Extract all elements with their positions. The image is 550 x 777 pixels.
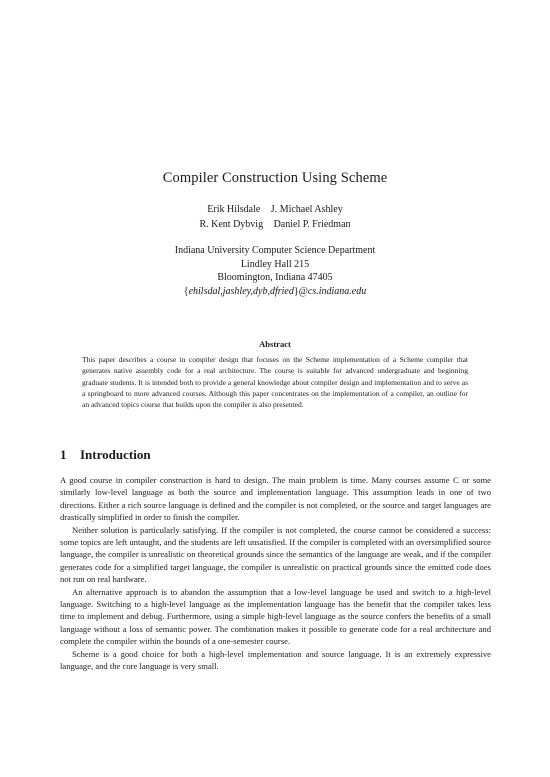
paragraph: Scheme is a good choice for both a high-level implementation and source language. It is an extremely expressive language, and the core language is very small. [60,648,491,672]
building: Lindley Hall 215 [240,258,310,270]
section-title: Introduction [80,447,151,462]
author-line-2 [0,217,550,232]
email-addresses [0,285,550,299]
abstract-heading: Abstract [259,339,291,349]
department: Indiana University Computer Science Department [174,245,376,256]
author-list [0,202,550,232]
author-name: R. Kent Dybvig [199,219,264,230]
paragraph: A good course in compiler construction is hard to design. The main problem is time. Many courses assume C or some similarly low-level language as both the source and implementation language. This assumption leads in one of two directions. Either a rich source language is defined and the compiler is not completed, or the source and target languages are drastically simplified in order to finish the compiler. [60,475,491,523]
email-domain: @cs.indiana.edu [298,285,367,297]
abstract [82,339,468,410]
author-name: Erik Hilsdale [207,204,261,215]
email-open-brace: { [183,285,189,297]
section-heading [60,447,491,463]
paper-title: Compiler Construction Using Scheme [162,170,388,186]
abstract-body: This paper describes a course in compiler design that focuses on the Scheme implementation of a Scheme compiler that generates native assembly code for a real architecture. The course is suitable for advanced undergraduate and beginning graduate students. It is intended both to provide a general knowledge about compiler design and implementation and to serve as a springboard to more advanced courses. Although this paper concentrates on the implementation of a compiler, an outline for an advanced topics course that builds upon the compiler is also presented. [82,355,468,410]
email-close-brace: } [293,285,299,297]
section-number: 1 [60,447,67,462]
paragraph: Neither solution is particularly satisfying. If the compiler is not completed, the course cannot be considered a success: some topics are left untaught, and the students are left unsatisfied. If the compiler is completed with an oversimplified source language, the compiler is unrealistic on theoretical grounds since the semantics of the language are weak, and if the compiler generates code for a simplified target language, the compiler is unrealistic on practical grounds since the emitted code does not run on real hardware. [60,524,491,585]
email-usernames: ehilsdal,jashley,dyb,dfried [188,285,294,297]
author-name: J. Michael Ashley [270,204,343,215]
title-block [0,170,550,298]
city-address: Bloomington, Indiana 47405 [217,272,333,284]
author-name: Daniel P. Friedman [273,219,351,230]
affiliation [0,244,550,298]
paragraph: An alternative approach is to abandon the assumption that a low-level language be used and switch to a high-level language. Switching to a high-level language as the implementation language has the benefit that the compiler takes less time to implement and debug. Furthermore, using a simple high-level language as the source confers the benefits of a small language without a loss of semantic power. The combination makes it possible to generate code for a real architecture and complete the compiler within the bounds of a one-semester course. [60,586,491,647]
section-introduction [60,447,491,673]
author-line-1 [0,202,550,217]
